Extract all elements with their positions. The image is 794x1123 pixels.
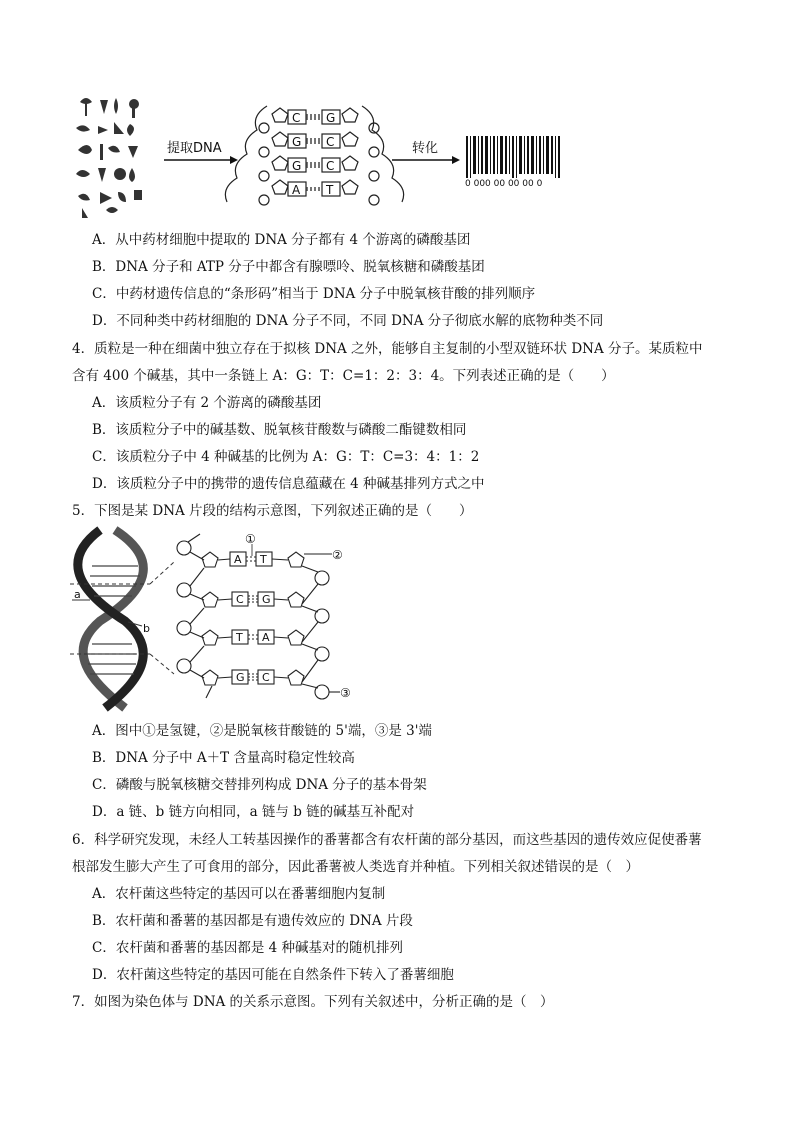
q4-option-c: C．该质粒分子中 4 种碱基的比例为 A：G：T：C=3：4：1：2 (92, 449, 480, 465)
double-helix (70, 530, 174, 708)
q4-option-d: D．该质粒分子中的携带的遗传信息蕴藏在 4 种碱基排列方式之中 (92, 476, 485, 492)
q5-option-a: A．图中①是氢键，②是脱氧核苷酸链的 5'端，③是 3'端 (92, 723, 432, 739)
dna-barcode-figure (72, 92, 572, 220)
pair-base: A (262, 631, 270, 644)
q3-option-a: A．从中药材细胞中提取的 DNA 分子都有 4 个游离的磷酸基团 (92, 232, 471, 248)
q5-option-d: D．a 链、b 链方向相同，a 链与 b 链的碱基互补配对 (92, 804, 415, 820)
base-label: A (292, 183, 301, 197)
barcode-image (466, 136, 560, 178)
q6-stem-line2: 根部发生膨大产生了可食用的部分，因此番薯被人类选育并种植。下列相关叙述错误的是（ ） (72, 859, 639, 875)
base-label: G (292, 159, 302, 173)
pair-base: C (236, 593, 244, 606)
pair-base: G (262, 593, 271, 606)
q6-option-d: D．农杆菌这些特定的基因可能在自然条件下转入了番薯细胞 (92, 967, 454, 983)
herb-images (76, 98, 142, 218)
pair-base: G (236, 671, 245, 684)
extract-dna-label: 提取DNA (167, 141, 222, 156)
convert-label: 转化 (412, 141, 439, 156)
strand-b-label: b (143, 622, 150, 635)
q3-option-d: D．不同种类中药材细胞的 DNA 分子不同，不同 DNA 分子彻底水解的底物种类不同 (92, 313, 604, 329)
marker-3: ③ (340, 686, 351, 700)
q5-option-b: B．DNA 分子中 A＋T 含量高时稳定性较高 (92, 750, 355, 766)
q4-stem-line1: 4．质粒是一种在细菌中独立存在于拟核 DNA 之外，能够自主复制的小型双链环状 DNA 分子。某质粒中 (72, 341, 703, 357)
base-label: G (326, 111, 336, 125)
base-label: C (292, 111, 301, 125)
base-label: C (326, 135, 335, 149)
q4-option-a: A．该质粒分子有 2 个游离的磷酸基团 (92, 395, 322, 411)
strand-a-label: a (74, 588, 81, 601)
q6-stem-line1: 6．科学研究发现，未经人工转基因操作的番薯都含有农杆菌的部分基因，而这些基因的遗传效应促使番薯 (72, 832, 702, 848)
q4-stem-line2: 含有 400 个碱基，其中一条链上 A：G：T：C=1：2：3：4。下列表述正确的是（ ） (72, 368, 615, 384)
pair-base: T (236, 631, 243, 644)
barcode-digits: 0 000 00 00 00 0 (465, 179, 543, 189)
pair-base: T (260, 553, 267, 566)
q3-option-c: C．中药材遗传信息的“条形码”相当于 DNA 分子中脱氧核苷酸的排列顺序 (92, 286, 536, 302)
pair-base: C (262, 671, 270, 684)
q5-stem: 5．下图是某 DNA 片段的结构示意图，下列叙述正确的是（ ） (72, 503, 473, 519)
dna-structure-figure (70, 526, 370, 712)
q3-option-b: B．DNA 分子和 ATP 分子中都含有腺嘌呤、脱氧核糖和磷酸基团 (92, 259, 485, 275)
marker-1: ① (245, 532, 256, 546)
q6-option-a: A．农杆菌这些特定的基因可以在番薯细胞内复制 (92, 886, 386, 902)
base-label: C (326, 159, 335, 173)
q6-option-b: B．农杆菌和番薯的基因都是有遗传效应的 DNA 片段 (92, 913, 413, 929)
q7-stem: 7．如图为染色体与 DNA 的关系示意图。下列有关叙述中，分析正确的是（ ） (72, 994, 554, 1010)
q6-option-c: C．农杆菌和番薯的基因都是 4 种碱基对的随机排列 (92, 940, 404, 956)
base-label: T (326, 183, 334, 197)
base-label: G (292, 135, 302, 149)
q5-option-c: C．磷酸与脱氧核糖交替排列构成 DNA 分子的基本骨架 (92, 777, 427, 793)
marker-2: ② (332, 548, 343, 562)
dna-ladder (225, 106, 403, 205)
dna-ladder-detail (177, 534, 340, 699)
pair-base: A (234, 553, 242, 566)
q4-option-b: B．该质粒分子中的碱基数、脱氧核苷酸数与磷酸二酯键数相同 (92, 422, 467, 438)
